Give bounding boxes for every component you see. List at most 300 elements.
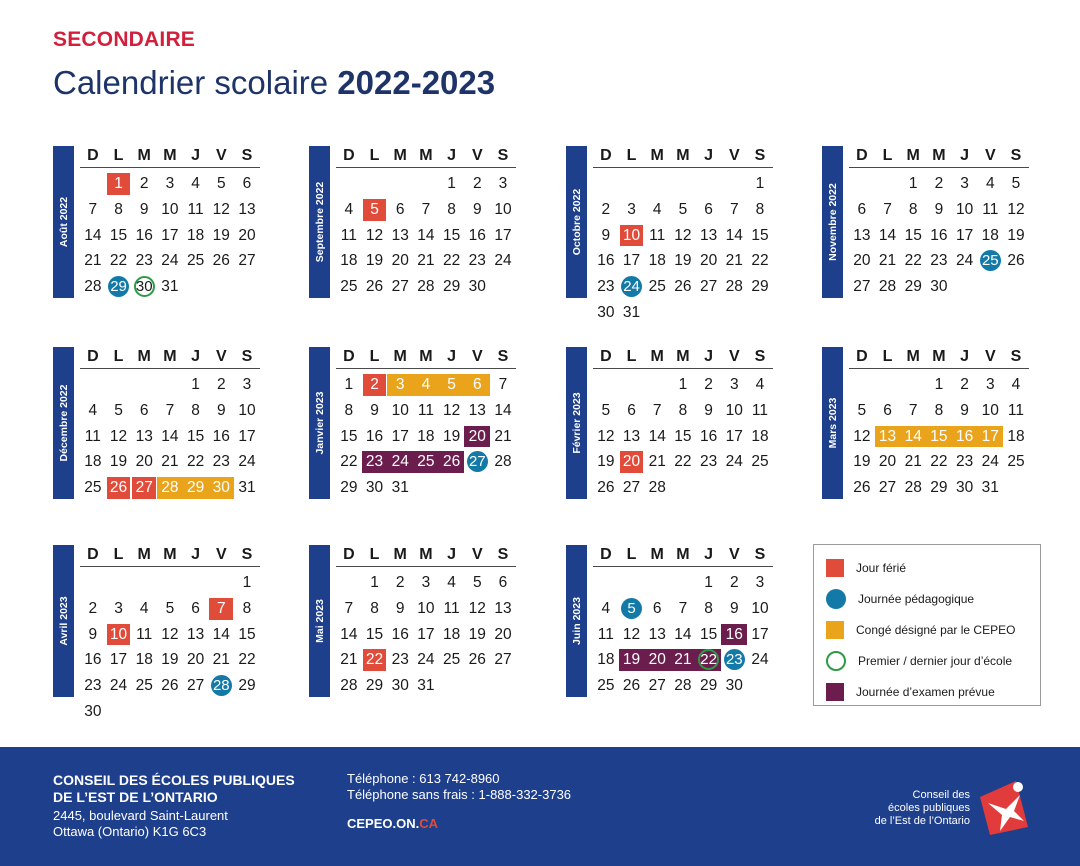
weekday-label: M [393,546,407,563]
day-cell: 24 [981,453,999,471]
day-cell: 8 [908,200,918,218]
day-cell: 17 [955,226,974,244]
day-cell: 30 [365,479,384,497]
page-title [53,64,495,102]
weekday-label: M [419,348,433,365]
month-name: Mai 2023 [313,599,326,643]
day-cell: 12 [212,200,230,218]
peda-marker: 29 [108,276,129,297]
day-cell: 12 [109,427,128,445]
empty-cell [131,372,157,398]
day-cell: 18 [135,651,153,669]
weekday-label: V [215,546,227,563]
day-cell: 20 [464,426,490,448]
day-cell: 29 [340,479,358,497]
weekday-label: S [1010,348,1022,365]
day-cell: 10 [238,401,256,419]
day-cell: 7 [165,401,175,419]
day-cell: 1 [191,376,200,393]
weekday-label: V [728,348,740,365]
day-cell: 3 [114,599,123,617]
month-bar [309,146,330,298]
conge-swatch [826,621,844,639]
day-cell: 31 [391,479,409,497]
day-cell: 1 [107,173,131,195]
weekday-label: S [754,546,766,563]
peda-marker: 24 [621,276,642,297]
day-cell: 10 [955,200,974,218]
day-cell: 9 [139,200,149,218]
month-calendar [309,146,519,326]
day-cell: 9 [934,200,944,218]
weekday-label: L [113,546,124,563]
day-cell: 30 [597,303,615,321]
day-cell [131,274,157,300]
day-cell: 4 [447,574,456,591]
day-cell: 5 [1011,175,1021,192]
day-cell: 23 [212,453,230,471]
day-cell: 4 [985,175,995,192]
legend-item-premier [826,645,1028,676]
day-cell: 22 [751,252,769,270]
weekday-label: V [728,147,740,164]
day-cell: 15 [365,625,384,643]
logo-text [852,789,970,828]
month-calendar [566,545,776,725]
day-cell: 20 [620,451,644,473]
day-cell: 7 [729,200,739,218]
day-cell: 11 [982,200,999,218]
day-cell [619,274,645,300]
day-cell: 23 [930,252,948,270]
day-cell: 12 [597,427,615,445]
empty-cell [106,372,132,398]
month-calendar [822,347,1032,527]
site-main: CEPEO.ON. [347,816,420,831]
month-calendar [53,347,263,527]
day-cell: 17 [725,427,743,445]
day-cell: 6 [242,175,252,192]
peda-marker: 5 [621,598,642,619]
month-name: Avril 2023 [57,596,70,646]
weekday-label: V [984,147,996,164]
day-cell: 4 [191,175,200,192]
day-cell: 5 [678,200,688,218]
weekday-header [336,545,516,567]
phone: Téléphone : 613 742-8960 [347,771,500,786]
empty-cell [644,570,670,596]
weekday-header [80,545,260,567]
day-cell: 27 [648,677,666,695]
day-cell: 30 [208,477,234,499]
day-cell: 7 [678,599,688,617]
day-cell: 16 [952,426,978,448]
empty-cell [875,372,901,398]
day-cell: 23 [699,453,718,471]
day-cell: 28 [157,477,183,499]
day-cell: 27 [494,651,512,669]
weekday-label: J [191,147,201,164]
day-cell: 31 [161,278,179,296]
phone-free: Téléphone sans frais : 1-888-332-3736 [347,786,572,802]
day-cell: 24 [494,252,512,270]
day-cell: 7 [209,598,233,620]
empty-cell [593,372,619,398]
day-cell: 3 [242,376,252,393]
day-cell: 11 [649,226,666,244]
day-cell: 7 [344,599,354,617]
weekday-label: J [960,348,970,365]
weekday-label: M [393,147,407,164]
day-cell: 2 [363,374,387,396]
day-cell: 24 [109,677,128,695]
month-bar [53,347,74,499]
month-name: Février 2023 [570,392,583,454]
day-cell: 10 [494,200,512,218]
day-cell: 2 [704,376,713,393]
day-cell: 28 [904,479,922,497]
weekday-label: M [932,147,946,164]
day-cell: 4 [344,200,354,218]
day-cell: 12 [161,625,179,643]
empty-cell [157,570,183,596]
weekday-label: S [754,348,766,365]
day-cell: 14 [648,427,666,445]
day-cell: 4 [413,374,439,396]
day-cell: 6 [627,401,636,419]
day-cell: 12 [853,427,871,445]
day-cell: 22 [904,252,922,270]
day-cell: 3 [165,175,175,192]
day-cell: 2 [395,574,405,591]
header-tag: SECONDAIRE [53,28,196,51]
day-cell: 8 [114,200,123,218]
day-cell: 28 [494,453,512,471]
legend-item-examen [826,676,1028,707]
day-cell: 4 [755,376,765,393]
weekday-label: M [419,546,433,563]
phones [347,771,571,802]
day-cell [106,274,132,300]
day-cell: 22 [340,453,358,471]
day-cell: 27 [853,278,871,296]
weekday-header [593,146,773,168]
day-cell: 9 [729,599,739,617]
footer [0,747,1080,866]
day-cell: 8 [678,401,688,419]
day-cell: 20 [238,226,256,244]
weekday-label: L [882,348,893,365]
day-cell: 18 [1007,427,1025,445]
empty-cell [157,372,183,398]
legend-item-conge [826,615,1028,646]
empty-cell [593,171,619,197]
day-cell: 12 [468,599,486,617]
day-cell: 21 [417,252,435,270]
day-cell: 25 [751,453,769,471]
month-calendar [822,146,1032,326]
day-cell: 18 [442,625,461,643]
day-cell: 29 [365,677,384,695]
day-cell [977,248,1003,274]
day-cell: 17 [622,252,641,270]
day-cell: 27 [699,278,718,296]
day-cell: 25 [1007,453,1025,471]
day-cell: 5 [857,401,867,419]
day-cell: 29 [930,479,948,497]
weekday-label: M [650,546,664,563]
empty-cell [644,372,670,398]
day-cell: 30 [930,278,948,296]
day-cell: 4 [652,200,662,218]
day-cell [208,673,234,699]
weekday-label: M [419,147,433,164]
day-cell: 28 [878,278,897,296]
day-cell: 1 [678,376,688,393]
day-cell: 13 [875,426,901,448]
day-cell: 18 [981,226,999,244]
day-cell: 28 [648,479,666,497]
day-cell: 16 [721,624,747,646]
month-name: Novembre 2022 [826,183,839,261]
day-cell [464,449,490,475]
day-cell: 3 [421,574,431,591]
address-line: Ottawa (Ontario) K1G 6C3 [53,824,207,839]
weekday-label: V [984,348,996,365]
day-cell: 20 [494,625,512,643]
day-cell: 18 [186,226,205,244]
peda-marker: 27 [467,451,488,472]
premier-swatch [826,651,846,671]
empty-cell [696,171,722,197]
day-cell: 26 [212,252,230,270]
day-cell: 14 [84,226,102,244]
month-calendar [566,146,776,326]
day-cell: 26 [853,479,871,497]
month-bar [53,545,74,697]
day-cell: 6 [883,401,892,419]
day-cell: 24 [238,453,256,471]
day-cell: 25 [648,278,666,296]
day-cell: 14 [878,226,897,244]
weekday-label: V [471,546,483,563]
day-cell: 23 [597,278,615,296]
weekday-label: J [447,348,457,365]
month-calendar [309,545,519,725]
weekday-label: M [676,546,690,563]
day-cell: 15 [186,427,205,445]
day-cell: 3 [627,200,636,218]
day-cell: 14 [494,401,512,419]
day-cell: 15 [442,226,461,244]
day-cell: 19 [1007,226,1025,244]
empty-cell [208,570,234,596]
weekday-label: S [241,546,253,563]
day-cell: 14 [725,226,743,244]
day-cell: 28 [674,677,692,695]
day-cell: 12 [674,226,692,244]
weekday-label: D [87,348,99,365]
day-cell: 5 [165,599,175,617]
day-cell: 8 [344,401,354,419]
peda-swatch [826,589,846,609]
day-cell: 11 [1007,401,1025,419]
day-cell: 23 [391,651,409,669]
empty-cell [106,570,132,596]
empty-cell [644,171,670,197]
website-link[interactable] [347,816,438,831]
day-cell: 1 [447,175,456,192]
day-cell: 14 [161,427,179,445]
day-cell: 16 [212,427,230,445]
day-cell: 30 [955,479,974,497]
month-bar [53,146,74,298]
empty-cell [619,372,645,398]
day-cell: 15 [751,226,769,244]
day-cell: 8 [704,599,713,617]
month-bar [822,146,843,298]
day-cell: 8 [370,599,379,617]
day-cell: 15 [699,625,718,643]
day-cell: 19 [442,427,461,445]
month-calendar [309,347,519,527]
month-calendar [566,347,776,527]
weekday-label: J [447,546,457,563]
day-cell: 20 [186,651,205,669]
day-cell: 29 [183,477,209,499]
legend-label: Journée d’examen prévue [856,684,995,699]
day-cell: 23 [362,451,388,473]
day-cell: 22 [109,252,128,270]
empty-cell [80,372,106,398]
address [53,808,228,840]
day-cell: 9 [395,599,405,617]
weekday-label: S [497,348,509,365]
weekday-label: L [626,348,637,365]
weekday-label: M [137,546,151,563]
day-cell: 31 [981,479,999,497]
weekday-label: D [343,348,355,365]
weekday-label: M [393,348,407,365]
logo-line: écoles publiques [888,802,970,814]
month-bar [566,347,587,499]
title-prefix: Calendrier scolaire [53,64,338,101]
weekday-label: M [163,348,177,365]
day-cell: 27 [622,479,641,497]
day-cell: 15 [109,226,128,244]
day-cell: 2 [729,574,739,591]
weekday-label: S [497,546,509,563]
day-cell: 13 [494,599,512,617]
weekday-label: D [600,147,612,164]
weekday-label: J [704,348,714,365]
peda-marker: 28 [211,675,232,696]
empty-cell [670,570,696,596]
day-cell: 22 [186,453,205,471]
org-line: DE L’EST DE L’ONTARIO [53,789,218,805]
weekday-label: V [728,546,740,563]
day-cell: 16 [391,625,409,643]
day-cell: 30 [84,702,102,720]
day-cell [619,596,645,622]
day-cell: 22 [238,651,256,669]
day-cell: 30 [391,677,409,695]
day-cell: 5 [472,574,482,591]
day-cell: 16 [84,651,102,669]
legend-label: Journée pédagogique [858,592,975,607]
month-name: Juin 2023 [570,597,583,645]
day-cell: 28 [725,278,743,296]
day-cell: 26 [674,278,692,296]
day-cell: 6 [139,401,149,419]
weekday-label: M [137,147,151,164]
legend-label: Jour férié [856,561,907,576]
day-cell: 1 [908,175,918,192]
day-cell: 25 [135,677,153,695]
day-cell: 12 [442,401,461,419]
weekday-label: L [626,546,637,563]
day-cell: 20 [644,649,670,671]
day-cell: 6 [464,374,490,396]
day-cell: 10 [620,225,644,247]
day-cell: 13 [238,200,256,218]
weekday-header [849,146,1029,168]
day-cell: 12 [622,625,641,643]
day-cell: 3 [729,376,739,393]
weekday-label: M [163,147,177,164]
day-cell: 1 [370,574,379,591]
day-cell: 24 [417,651,435,669]
day-cell: 14 [417,226,435,244]
empty-cell [721,171,747,197]
weekday-label: J [447,147,457,164]
day-cell [696,649,722,671]
day-cell: 22 [363,649,387,671]
day-cell: 20 [853,252,871,270]
weekday-header [336,146,516,168]
day-cell: 6 [395,200,405,218]
weekday-label: J [191,546,201,563]
day-cell: 29 [699,677,718,695]
empty-cell [336,171,362,197]
day-cell: 18 [340,252,358,270]
day-cell: 17 [751,625,769,643]
month-bar [309,545,330,697]
weekday-header [593,347,773,369]
day-cell: 4 [1011,376,1021,393]
weekday-label: L [626,147,637,164]
day-cell: 25 [413,451,439,473]
day-cell: 29 [904,278,922,296]
weekday-label: M [676,147,690,164]
weekday-label: V [471,147,483,164]
day-cell: 5 [439,374,465,396]
day-cell: 26 [622,677,641,695]
logo-line: de l’Est de l’Ontario [874,815,970,827]
weekday-label: S [241,147,253,164]
day-cell: 18 [648,252,666,270]
month-bar [822,347,843,499]
day-cell: 1 [242,574,252,591]
org-line: CONSEIL DES ÉCOLES PUBLIQUES [53,772,295,788]
day-cell: 26 [365,278,384,296]
day-cell: 1 [344,376,354,393]
weekday-label: L [369,546,380,563]
weekday-label: M [137,348,151,365]
premier-marker: 22 [698,649,719,670]
day-cell: 20 [699,252,718,270]
day-cell: 7 [498,376,508,393]
